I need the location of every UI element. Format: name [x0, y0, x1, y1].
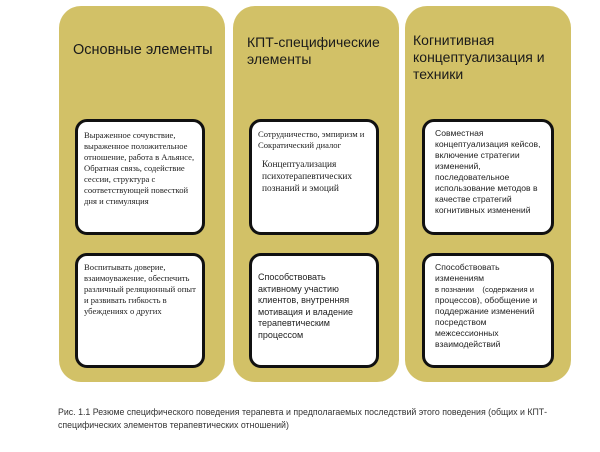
- box-text: Совместная концептуализация кейсов, включение стратегии изменений, последовательное использование методов в качестве стратегий когнитивных изменений: [435, 128, 541, 215]
- column-title: КПТ-специфические элементы: [247, 34, 380, 67]
- core-elements-bottom-box: [75, 253, 205, 368]
- core-elements-top-box: [75, 119, 205, 235]
- column-core-elements: [59, 6, 225, 382]
- box-text-2: Концептуализация психотерапевтических познаний и эмоций: [262, 160, 353, 194]
- column-cognitive-conceptualization: [405, 6, 571, 382]
- cognitive-bottom-box: [422, 253, 554, 368]
- cbt-specific-top-box: [249, 119, 379, 235]
- box-text-1: Сотрудничество, эмпиризм и Сократический диалог: [258, 129, 365, 150]
- cbt-specific-bottom-box: [249, 253, 379, 368]
- box-text: Выраженное сочувствие, выраженное положительное отношение, работа в Альянсе, Обратная связь, содействие сессии, структура с соответствующей повесткой дня и стимуляция: [84, 130, 195, 206]
- box-text-small: в познании (содержания и: [435, 285, 534, 294]
- cognitive-top-box: [422, 119, 554, 235]
- box-text-rest: процессов), обобщение и поддержание изменений посредством межсессионных взаимодействий: [435, 295, 538, 349]
- box-text: Способствовать активному участию клиентов, внутренняя мотивация и владение терапевтическим процессом: [258, 272, 354, 340]
- column-title: Когнитивная концептуализация и техники: [413, 32, 545, 82]
- figure-caption: Рис. 1.1 Резюме специфического поведения терапевта и предполагаемых последствий этого поведения (общих и КПТ-специфических элементов терапевтических отношений): [58, 407, 548, 430]
- column-cbt-specific: [233, 6, 399, 382]
- column-title: Основные элементы: [73, 42, 213, 58]
- box-text: Воспитывать доверие, взаимоуважение, обеспечить различный реляционный опыт и развивать гибкость в убеждениях о других: [84, 262, 196, 316]
- box-text-line1: Способствовать изменениям: [435, 262, 500, 283]
